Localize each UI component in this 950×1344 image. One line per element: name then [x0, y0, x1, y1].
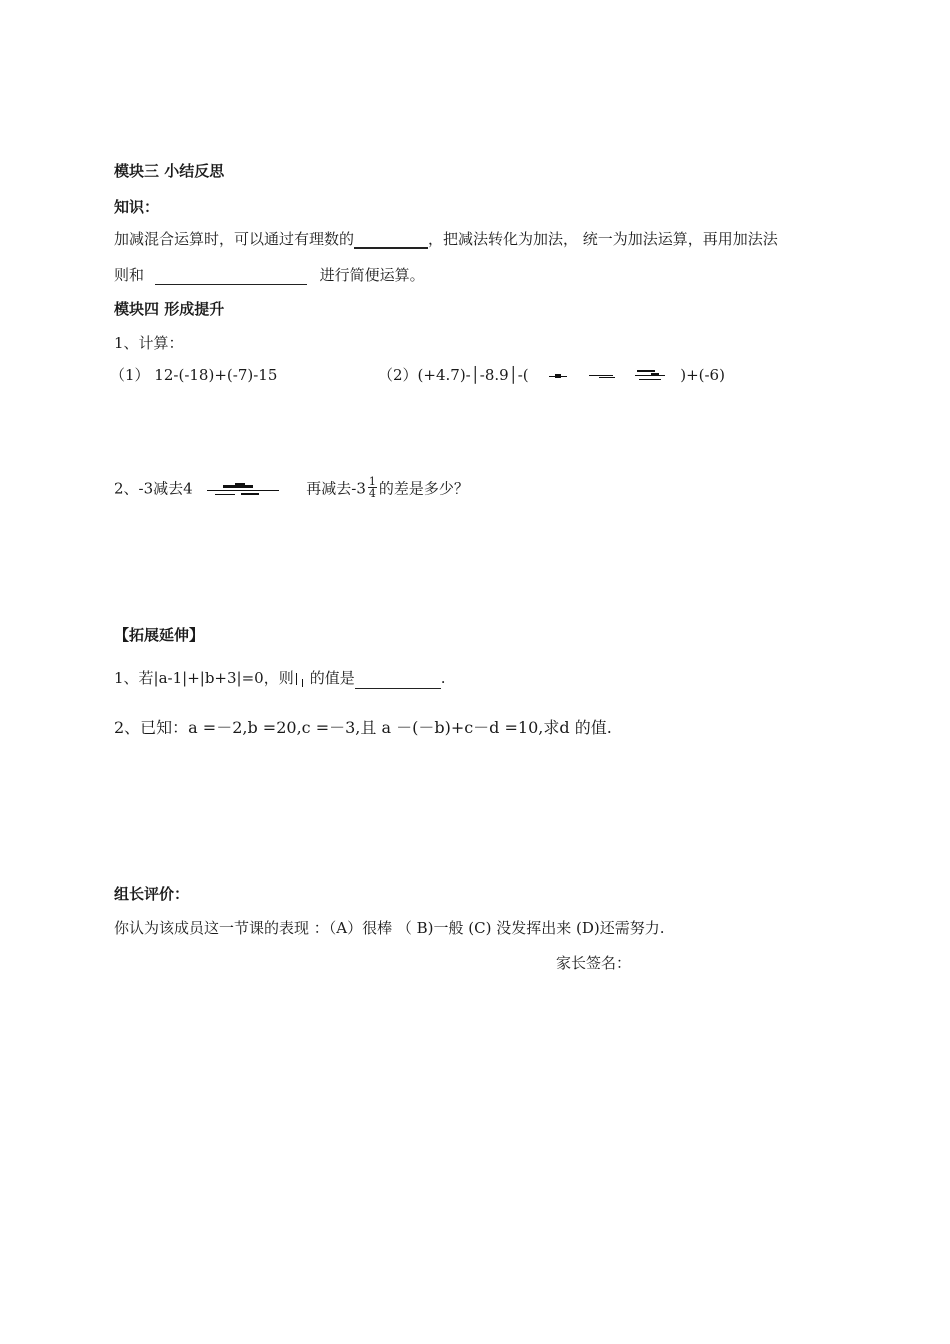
knowledge-line-2 [114, 265, 425, 285]
fraction-denominator: 4 [368, 487, 376, 500]
q2-line [114, 475, 469, 501]
extension-q2: 2、已知：a =－2,b =20,c =－3,且 a －(－b)+c－d =10,求d 的值. [114, 718, 612, 737]
q1-label: 1、计算： [114, 334, 184, 352]
q1-part-2 [378, 365, 725, 385]
knowledge-line-1-part-a: 加减混合运算时，可以通过有理数的 [114, 230, 355, 248]
parent-signature-label: 家长签名： [556, 954, 632, 972]
module3-heading: 模块三 小结反思 [114, 162, 225, 180]
answer-blank-3[interactable] [355, 672, 441, 689]
garbled-fraction-image [539, 369, 675, 383]
extension-q1-text-b: 的值是 [309, 669, 355, 687]
knowledge-line-1 [114, 229, 778, 249]
evaluation-heading: 组长评价： [114, 885, 190, 903]
answer-blank-2[interactable] [155, 268, 307, 285]
knowledge-line-2-part-a: 则和 [114, 266, 145, 284]
knowledge-line-2-part-b: 进行简便运算。 [319, 266, 425, 284]
garbled-fraction-image-2 [207, 483, 287, 497]
q1-part-2-text-a: （2）(+4.7)-│-8.9│-( [378, 366, 529, 384]
extension-q1 [114, 668, 446, 689]
q2-text-c: 的差是多少？ [378, 479, 469, 498]
module4-heading: 模块四 形成提升 [114, 300, 225, 318]
extension-heading: 【拓展延伸】 [114, 626, 205, 644]
extension-q1-text-a: 1、若|a-1|+|b+3|=0，则 [114, 669, 294, 687]
knowledge-label: 知识： [114, 198, 160, 216]
fraction-numerator: 1 [368, 475, 376, 488]
q2-text-a: 2、-3减去4 [114, 479, 193, 498]
q1-part-1: （1） 12-(-18)+(-7)-15 [110, 366, 278, 384]
answer-blank-1[interactable] [354, 231, 428, 249]
extension-q1-text-c: . [440, 669, 446, 687]
knowledge-line-1-part-b: ，把减法转化为加法， 统一为加法运算，再用加法法 [428, 230, 778, 248]
q2-text-b: 再减去-3 [306, 479, 366, 498]
q1-part-2-text-b: )+(-6) [680, 366, 725, 384]
evaluation-text: 你认为该成员这一节课的表现 ：（A）很棒 （ B)一般 (C) 没发挥出来 (D)还需努力. [114, 919, 665, 937]
garbled-expression-image [294, 669, 310, 689]
mixed-fraction [368, 476, 377, 499]
